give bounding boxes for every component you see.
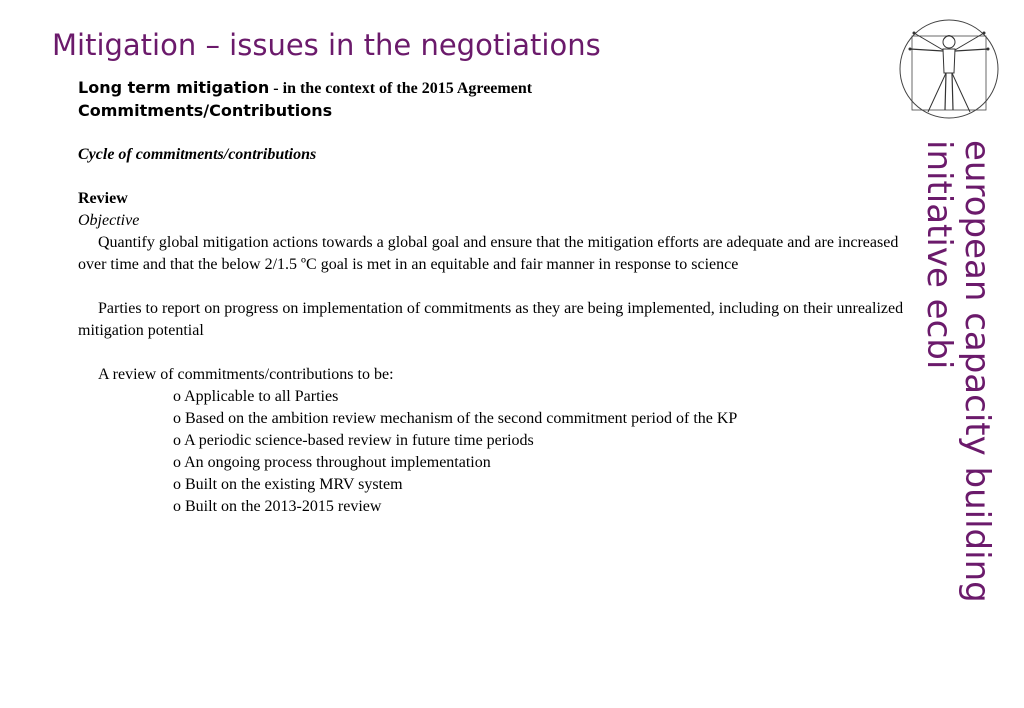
slide-title: Mitigation – issues in the negotiations: [52, 28, 601, 62]
list-item: o Applicable to all Parties: [173, 388, 339, 405]
review-label: Review: [78, 190, 128, 207]
cycle-label: Cycle of commitments/contributions: [78, 146, 317, 163]
list-item: o A periodic science-based review in future time periods: [173, 432, 534, 449]
heading-context: - in the context of the 2015 Agreement: [273, 80, 533, 97]
list-item: o Based on the ambition review mechanism of the second commitment period of the KP: [173, 410, 738, 427]
list-item: o Built on the existing MRV system: [173, 476, 403, 493]
heading-main: Long term mitigation: [78, 78, 270, 97]
brand-line-2: initiative ecbi: [919, 140, 959, 370]
brand-line-1: european capacity building: [957, 140, 997, 603]
list-item: o Built on the 2013-2015 review: [173, 498, 382, 515]
objective-text: Quantify global mitigation actions towards a global goal and ensure that the mitigation efforts are adequate and are increased over time and that the below 2/1.5 ºC goal is met in an equitable and fair manner in response to science: [78, 234, 899, 273]
list-item: o An ongoing process throughout implementation: [173, 454, 491, 471]
vitruvian-man-icon: [898, 18, 1000, 120]
objective-label: Objective: [78, 212, 140, 229]
section-heading: [78, 77, 918, 100]
heading-sub: Commitments/Contributions: [78, 101, 333, 120]
review-list: [78, 386, 918, 518]
brand-vertical-text: [916, 140, 997, 603]
reporting-text: Parties to report on progress on implementation of commitments as they are being implemented, including on their unrealized mitigation potential: [78, 300, 904, 339]
slide-body: [78, 77, 918, 518]
review-intro: A review of commitments/contributions to be:: [98, 366, 394, 383]
